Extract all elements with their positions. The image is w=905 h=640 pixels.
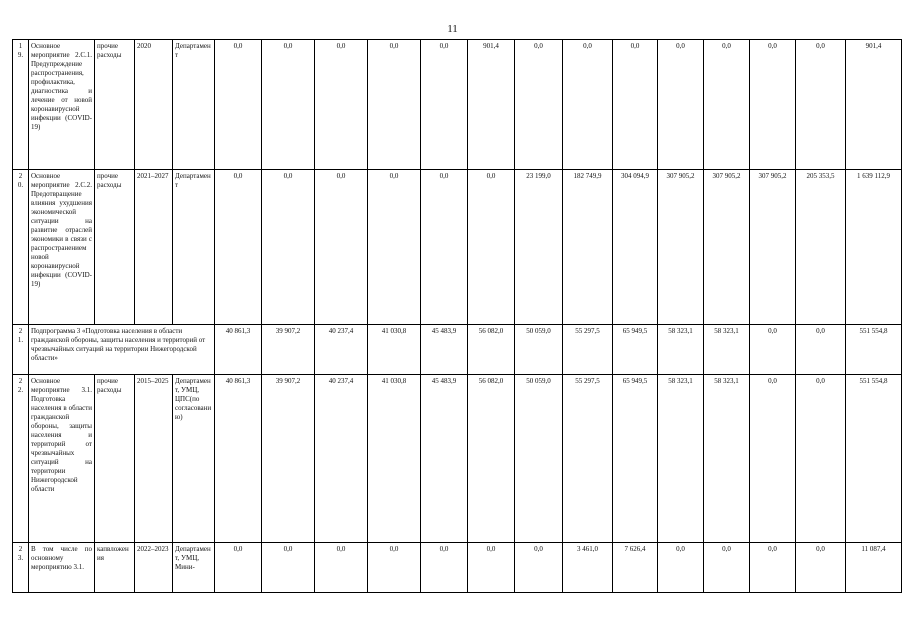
table-row [13,40,902,170]
value-cell: 0,0 [421,170,468,325]
executor: Департамент, УМЦ, Мини- [173,543,215,593]
value-cell: 65 949,5 [613,325,658,375]
value-cell: 0,0 [468,543,515,593]
value-cell: 56 082,0 [468,375,515,543]
executor: Департамент [173,40,215,170]
value-cell: 58 323,1 [658,325,704,375]
table-row [13,375,902,543]
value-cell: 307 905,2 [750,170,796,325]
value-cell: 50 059,0 [515,325,563,375]
value-cell: 40 237,4 [315,375,368,543]
value-cell: 41 030,8 [368,375,421,543]
value-cell: 0,0 [315,543,368,593]
value-cell: 0,0 [796,543,846,593]
value-cell: 0,0 [215,170,262,325]
value-cell: 50 059,0 [515,375,563,543]
value-cell: 0,0 [421,40,468,170]
value-cell: 0,0 [658,543,704,593]
value-cell: 0,0 [750,325,796,375]
value-cell: 0,0 [262,170,315,325]
table-row [13,170,902,325]
value-cell: 45 483,9 [421,325,468,375]
value-cell: 307 905,2 [704,170,750,325]
value-cell: 307 905,2 [658,170,704,325]
total-cell: 1 639 112,9 [846,170,902,325]
value-cell: 0,0 [796,40,846,170]
subprogram-name: Подпрограмма 3 «Подготовка населения в области гражданской обороны, защиты населения и территорий от чрезвычайных ситуаций на территории Нижегородской области» [29,325,215,375]
value-cell: 39 907,2 [262,325,315,375]
value-cell: 40 861,3 [215,325,262,375]
row-index: 2 2. [13,375,29,543]
value-cell: 56 082,0 [468,325,515,375]
years: 2015–2025 [135,375,173,543]
expense-type: прочие расходы [95,40,135,170]
activity-name: Основное мероприятие 2.С.1. Предупреждение распространения, профилактика, диагностика и лечение от новой коронавирусной инфекции (COVID-19) [29,40,95,170]
value-cell: 58 323,1 [658,375,704,543]
value-cell: 0,0 [796,325,846,375]
total-cell: 11 087,4 [846,543,902,593]
value-cell: 45 483,9 [421,375,468,543]
value-cell: 0,0 [215,40,262,170]
value-cell: 0,0 [750,543,796,593]
activity-name: Основное мероприятие 3.1. Подготовка населения в области гражданской обороны, защиты населения и территорий от чрезвычайных ситуаций на территории Нижегородской области [29,375,95,543]
value-cell: 0,0 [750,40,796,170]
value-cell: 304 094,9 [613,170,658,325]
value-cell: 0,0 [368,543,421,593]
page-number: 11 [447,23,458,35]
value-cell: 7 626,4 [613,543,658,593]
value-cell: 0,0 [262,40,315,170]
value-cell: 0,0 [515,543,563,593]
value-cell: 0,0 [262,543,315,593]
value-cell: 0,0 [704,40,750,170]
value-cell: 0,0 [315,40,368,170]
value-cell: 40 237,4 [315,325,368,375]
row-index: 2 1. [13,325,29,375]
value-cell: 58 323,1 [704,325,750,375]
value-cell: 0,0 [704,543,750,593]
value-cell: 0,0 [421,543,468,593]
value-cell: 0,0 [796,375,846,543]
value-cell: 0,0 [368,170,421,325]
years: 2021–2027 [135,170,173,325]
activity-name: Основное мероприятие 2.С.2. Предотвращение влияния ухудшения экономической ситуации на развитие отраслей экономики в связи с распространением новой коронавирусной инфекции (COVID-19) [29,170,95,325]
value-cell: 39 907,2 [262,375,315,543]
activity-name: В том числе по основному мероприятию 3.1. [29,543,95,593]
value-cell: 41 030,8 [368,325,421,375]
value-cell: 0,0 [563,40,613,170]
value-cell: 3 461,0 [563,543,613,593]
expense-type: прочие расходы [95,170,135,325]
value-cell: 0,0 [613,40,658,170]
value-cell: 205 353,5 [796,170,846,325]
value-cell: 55 297,5 [563,325,613,375]
value-cell: 23 199,0 [515,170,563,325]
budget-table [12,39,902,593]
total-cell: 901,4 [846,40,902,170]
row-index: 1 9. [13,40,29,170]
value-cell: 40 861,3 [215,375,262,543]
value-cell: 182 749,9 [563,170,613,325]
value-cell: 0,0 [215,543,262,593]
row-index: 2 3. [13,543,29,593]
table-row [13,325,902,375]
expense-type: капвложения [95,543,135,593]
total-cell: 551 554,8 [846,375,902,543]
row-index: 2 0. [13,170,29,325]
value-cell: 0,0 [468,170,515,325]
value-cell: 58 323,1 [704,375,750,543]
value-cell: 0,0 [658,40,704,170]
value-cell: 901,4 [468,40,515,170]
value-cell: 65 949,5 [613,375,658,543]
years: 2020 [135,40,173,170]
value-cell: 0,0 [515,40,563,170]
total-cell: 551 554,8 [846,325,902,375]
expense-type: прочие расходы [95,375,135,543]
executor: Департамент, УМЦ, ЦПС(по согласованию) [173,375,215,543]
value-cell: 0,0 [750,375,796,543]
executor: Департамент [173,170,215,325]
value-cell: 0,0 [368,40,421,170]
years: 2022–2023 [135,543,173,593]
value-cell: 0,0 [315,170,368,325]
table-row [13,543,902,593]
value-cell: 55 297,5 [563,375,613,543]
